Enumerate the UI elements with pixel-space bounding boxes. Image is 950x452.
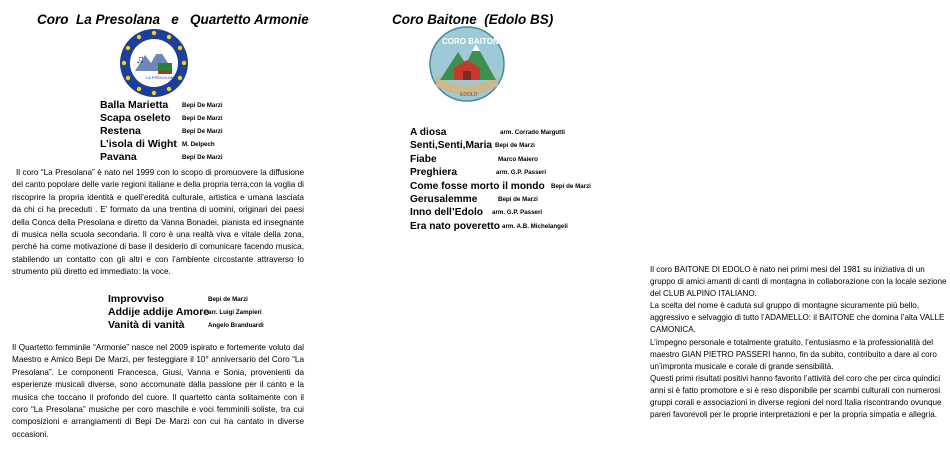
song-item: [100, 151, 280, 164]
song-item: [108, 319, 288, 332]
song-item: [410, 139, 630, 152]
song-item: [108, 293, 288, 306]
paragraph-line: Questi primi risultati positivi hanno favorito l’attività del coro che per circa quindici anni si è fatto promotore e si è reso disponibile per scambi culturali con numerosi gruppi corali e associazioni in diverse regioni del nord Italia riscontrando ovunque pareri favorevoli per le proprie interpretazioni e per la propria simpatia e allegria.: [650, 373, 942, 420]
paragraph-line: L’impegno personale e totalmente gratuito, l’entusiasmo e la professionalità del maestro GIAN PIETRO PASSERI hanno, fin da subito, contribuito a dare al coro un’impronta musicale e corale di grande sensibilità.: [650, 337, 937, 371]
songs-list-quartetto: [108, 293, 288, 332]
paragraph-line: Il coro BAITONE DI EDOLO è nato nei primi mesi del 1981 su iniziativa di un gruppo di amici amanti di canti di montagna in collaborazione con la locale sezione del CLUB ALPINO ITALIANO.: [650, 265, 947, 299]
coro-baitone-logo: [428, 24, 506, 104]
songs-list-baitone: [410, 126, 630, 233]
song-author: Bepi de Marzi: [495, 142, 535, 150]
song-title: Era nato poveretto: [410, 220, 501, 232]
song-title: Fiabe: [410, 153, 437, 165]
song-author: M. Delpech: [182, 141, 215, 148]
song-title: Pavana: [100, 151, 137, 163]
song-title: A diosa: [410, 127, 447, 138]
paragraph-line: La scelta del nome è caduta sul gruppo di montagne sicuramente più bello, aggressivo e selvaggio di tutto l’ADAMELLO: il BAITONE che domina l’alta VALLE CAMONICA.: [650, 301, 945, 335]
song-item: [410, 180, 630, 193]
song-author: Marco Maiero: [498, 155, 538, 163]
song-title: Addije addije Amore: [108, 306, 210, 318]
song-author: Bepi De Marzi: [182, 128, 223, 135]
song-title: Gerusalemme: [410, 193, 478, 205]
logo-text: CORO BAITONE: [442, 37, 505, 46]
song-title: Inno dell’Edolo: [410, 207, 484, 219]
song-title: Balla Marietta: [100, 99, 169, 111]
la-presolana-logo: [115, 27, 193, 99]
song-author: Bepi de Marzi: [208, 296, 248, 303]
song-author: Angelo Branduardi: [208, 322, 264, 329]
logo-text: LA PRESOLANA: [146, 75, 177, 80]
song-author: Bepi de Marzi: [551, 182, 591, 190]
coro-presolana-description: Il coro “La Presolana” è nato nel 1999 con lo scopo di promuovere la diffusione del canto popolare delle varie regioni italiane e della propria terra,con la voglia di riscoprire la propria identità e quell’eredità culturale, artistica e umana lasciata da chi ci ha preceduti . E’ formato da una trentina di uomini, originari dei paesi della Conca della Presolana e diretto da Vanna Bonadei, pianista ed insegnante di musica nella scuola secondaria. Il coro è una realtà viva e vitale della zona, perché ha come motivazione di base il desiderio di comunicare facendo musica, stabilendo un contatto con gli altri e con l’ambiente circostante attraverso lo strumento più diretto ed immediato: la voce.: [12, 168, 304, 277]
left-panel: [0, 0, 320, 452]
song-item: [410, 126, 630, 139]
song-author: Bepi De Marzi: [182, 115, 223, 122]
song-author: Bepi de Marzi: [498, 195, 538, 203]
song-item: [410, 153, 630, 166]
song-title: Scapa oseleto: [100, 112, 171, 124]
song-author: arm. A.B. Michelangeli: [502, 222, 568, 230]
song-title: Come fosse morto il mondo: [410, 180, 545, 192]
song-author: Bepi De Marzi: [182, 102, 223, 109]
coro-baitone-description: [650, 264, 950, 421]
song-author: arm. G.P. Passeri: [496, 169, 547, 177]
song-title: Preghiera: [410, 167, 457, 179]
left-title: Coro La Presolana e Quartetto Armonie: [37, 12, 309, 27]
song-item: [100, 99, 280, 112]
song-title: Vanità di vanità: [108, 319, 185, 331]
song-title: Improvviso: [108, 293, 165, 305]
song-item: [410, 193, 630, 206]
song-item: [100, 112, 280, 125]
song-title: Senti,Senti,Maria: [410, 140, 493, 152]
song-item: [410, 206, 630, 219]
song-item: [410, 166, 630, 179]
song-title: L’isola di Wight: [100, 138, 177, 150]
song-author: arr. Luigi Zampieri: [208, 309, 262, 316]
quartetto-armonie-description: Il Quartetto femminile “Armonie” nasce nel 2009 ispirato e fortemente voluto dal Maestro e Amico Bepi De Marzi, per festeggiare il 10° anniversario del Coro “La Presolana”. Le componenti Francesca, Giusi, Vanna e Sonia, provenienti da esperienze musicali diverse, sono accomunate dalla passione per il canto e la musica che toccano il profondo del cuore. Il quartetto canta solitamente con il coro “La Presolana” musiche per coro maschile e voci femminili soliste, tra cui composizioni e arrangiamenti di Bepi De Marzi con cui ha cantato in diverse occasioni.: [12, 343, 304, 439]
song-item: [108, 306, 288, 319]
song-item: [100, 125, 280, 138]
song-item: [410, 220, 630, 233]
song-author: Bepi De Marzi: [182, 154, 223, 161]
song-author: arm. Corrado Margutti: [500, 129, 565, 136]
logo-sub: EDOLO: [460, 92, 478, 98]
song-item: [100, 138, 280, 151]
svg-text:♫: ♫: [136, 54, 145, 66]
song-title: Restena: [100, 125, 141, 137]
songs-list-coro: [100, 99, 280, 164]
right-title: Coro Baitone (Edolo BS): [392, 12, 554, 27]
song-author: arm. G.P. Passeri: [492, 209, 543, 217]
